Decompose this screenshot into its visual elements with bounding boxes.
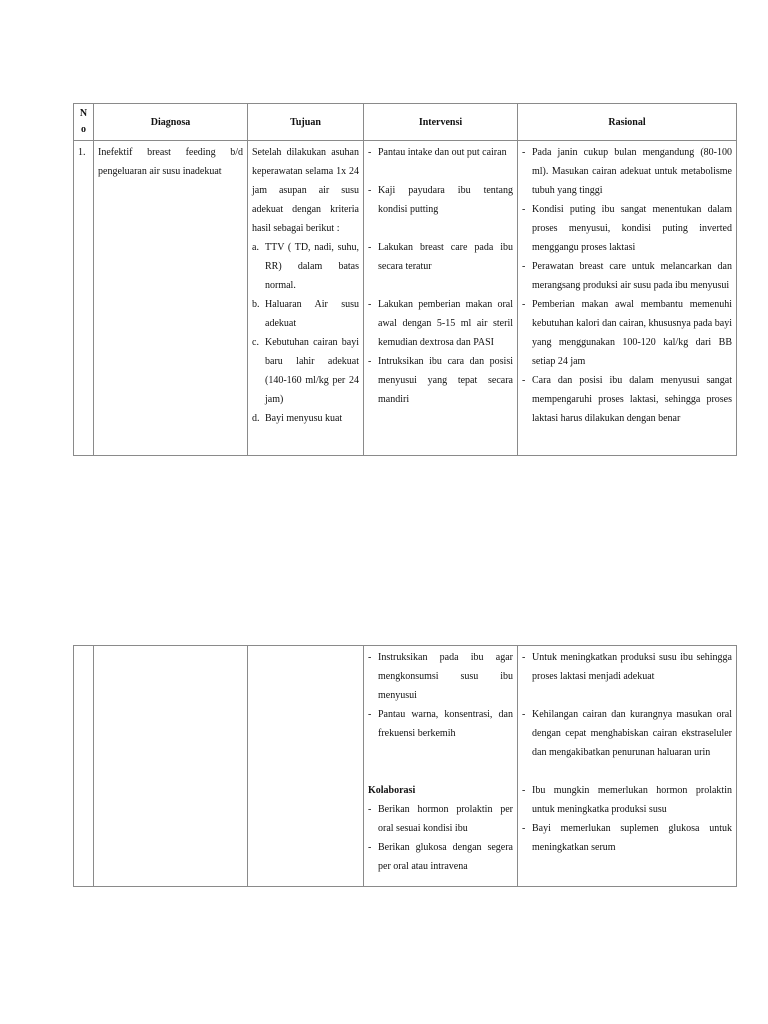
rasional-item: - Kehilangan cairan dan kurangnya masukan oral dengan cepat menghabiskan cairan ekstraseluler dan mengakibatkan penurunan haluaran urin (522, 709, 732, 758)
kolaborasi-item: - Berikan glukosa dengan segera per oral atau intravena (368, 842, 513, 872)
rasional-item: - Untuk meningkatkan produksi susu ibu sehingga proses laktasi menjadi adekuat (522, 652, 732, 682)
intervensi-item: - Lakukan pemberian makan oral awal dengan 5-15 ml air steril kemudian dextrosa dan PASI (368, 299, 513, 348)
header-intervensi: Intervensi (364, 104, 518, 141)
rasional-item: - Pada janin cukup bulan mengandung (80-100 ml). Masukan cairan adekuat untuk metabolisme tubuh yang tinggi (522, 147, 732, 196)
tujuan-item: b. Haluaran Air susu adekuat (252, 299, 359, 329)
rasional-cell (518, 646, 737, 887)
care-plan-table-page-1 (73, 103, 737, 456)
header-tujuan: Tujuan (248, 104, 364, 141)
row-number: 1. (74, 141, 94, 456)
rasional-item: - Cara dan posisi ibu dalam menyusui sangat mempengaruhi proses laktasi, sehingga proses laktasi harus dilakukan dengan benar (522, 375, 732, 424)
tujuan-cell-empty (248, 646, 364, 887)
intervensi-item: - Instruksikan pada ibu agar mengkonsumsi susu ibu menyusui (368, 652, 513, 701)
kolaborasi-item: - Berikan hormon prolaktin per oral sesuai kondisi ibu (368, 804, 513, 834)
intervensi-item: - Lakukan breast care pada ibu secara teratur (368, 242, 513, 272)
rasional-item: - Pemberian makan awal membantu memenuhi kebutuhan kalori dan cairan, khususnya pada bayi yang menggunakan 100-120 kal/kg dari BB setiap 24 jam (522, 299, 732, 367)
rasional-cell (518, 141, 737, 456)
header-rasional: Rasional (518, 104, 737, 141)
row-number-empty (74, 646, 94, 887)
intervensi-item: - Pantau intake dan out put cairan (368, 147, 507, 158)
tujuan-item: a. TTV ( TD, nadi, suhu, RR) dalam batas normal. (252, 242, 359, 291)
intervensi-item: - Pantau warna, konsentrasi, dan frekuensi berkemih (368, 709, 513, 739)
table-row (74, 646, 737, 887)
intervensi-item: - Intruksikan ibu cara dan posisi menyusui yang tepat secara mandiri (368, 356, 513, 405)
rasional-item: - Kondisi puting ibu sangat menentukan dalam proses menyusui, kondisi puting inverted menggangu proses laktasi (522, 204, 732, 253)
header-diagnosa: Diagnosa (94, 104, 248, 141)
rasional-item: - Ibu mungkin memerlukan hormon prolaktin untuk meningkatka produksi susu (522, 785, 732, 815)
tujuan-item: c. Kebutuhan cairan bayi baru lahir adekuat (140-160 ml/kg per 24 jam) (252, 337, 359, 405)
rasional-item: - Perawatan breast care untuk melancarkan dan merangsang produksi air susu pada ibu menyusui (522, 261, 732, 291)
diagnosa-cell: Inefektif breast feeding b/d pengeluaran air susu inadekuat (94, 141, 248, 456)
intervensi-cell (364, 141, 518, 456)
intervensi-item: - Kaji payudara ibu tentang kondisi putting (368, 185, 513, 215)
care-plan-table-page-2 (73, 645, 737, 887)
tujuan-cell (248, 141, 364, 456)
rasional-item: - Bayi memerlukan suplemen glukosa untuk meningkatkan serum (522, 823, 732, 853)
intervensi-cell (364, 646, 518, 887)
header-no: N o (74, 104, 94, 141)
table-header-row (74, 104, 737, 141)
tujuan-intro: Setelah dilakukan asuhan keperawatan selama 1x 24 jam asupan air susu adekuat dengan kriteria hasil sebagai berikut : (252, 147, 359, 234)
tujuan-item: d. Bayi menyusu kuat (252, 413, 343, 424)
table-row (74, 141, 737, 456)
kolaborasi-heading: Kolaborasi (368, 785, 416, 796)
diagnosa-cell-empty (94, 646, 248, 887)
